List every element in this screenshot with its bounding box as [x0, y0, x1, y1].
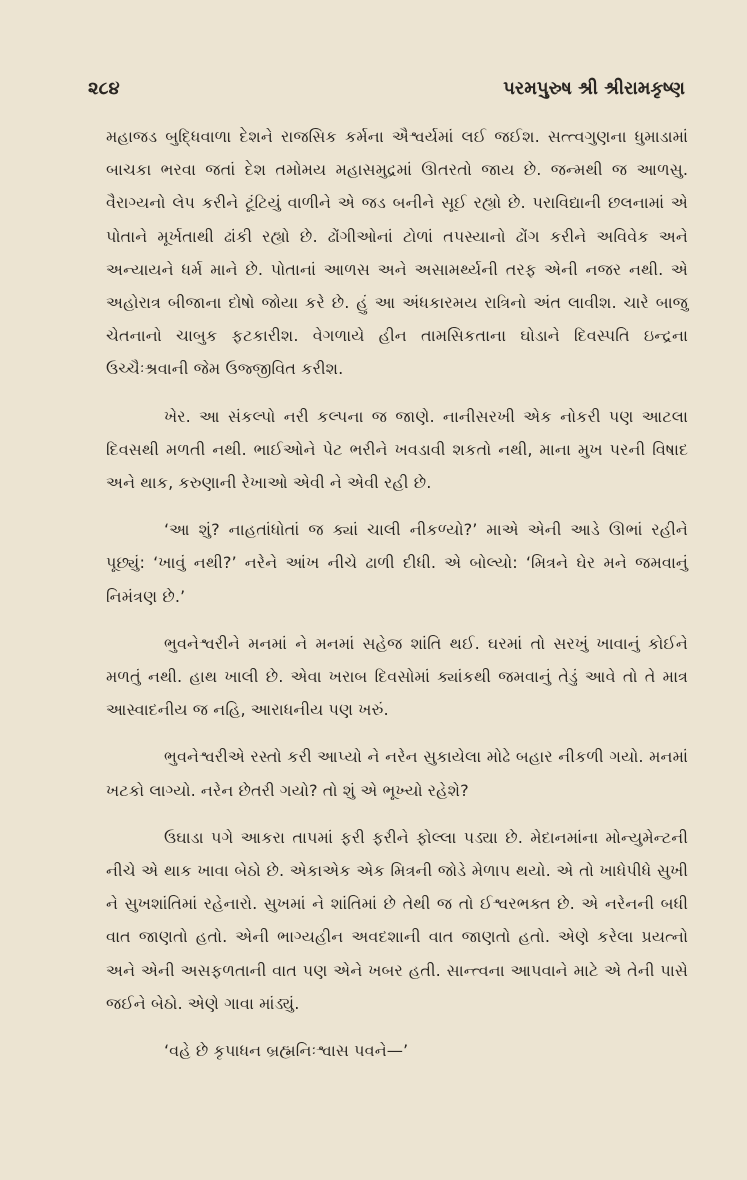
page-number: ૨૮૪ — [88, 78, 120, 99]
running-title: પરમપુરુષ શ્રી શ્રીરામકૃષ્ણ — [503, 78, 685, 99]
paragraph: ઉઘાડા પગે આકરા તાપમાં ફરી ફરીને ફોલ્લા પડ્યા છે. મેદાનમાંના મોન્યુમેન્ટની નીચે એ થાક ખાવા બેઠો છે. એકાએક એક મિત્રની જોડે મેળાપ થયો. એ તો ખાધેપીધે સુખી ને સુખશાંતિમાં રહેનારો. સુખમાં ને શાંતિમાં છે તેથી જ તો ઈશ્વરભક્ત છે. એ નરેનની બધી વાત જાણતો હતો. એની ભાગ્યહીન અવદશાની વાત જાણતો હતો. એણે કરેલા પ્રયત્નો અને એની અસફળતાની વાત પણ એને ખબર હતી. સાન્ત્વના આપવાને માટે એ તેની પાસે જઈને બેઠો. એણે ગાવા માંડ્યું. — [106, 827, 688, 1013]
page-header — [88, 78, 685, 108]
paragraph: મહાજડ બુદ્ધિવાળા દેશને રાજસિક કર્મના ઐશ્વર્યમાં લઈ જઈશ. સત્ત્વગુણના ધુમાડામાં બાચકા ભરવા જતાં દેશ તમોમય મહાસમુદ્રમાં ઊતરતો જાય છે. જન્મથી જ આળસુ. વૈરાગ્યનો લેપ કરીને ટૂંટિયું વાળીને એ જડ બનીને સૂઈ રહ્યો છે. પરાવિદ્યાની છલનામાં એ પોતાને મૂર્ખતાથી ઢાંકી રહ્યો છે. ઢોંગીઓનાં ટોળાં તપસ્યાનો ઢોંગ કરીને અવિવેક અને અન્યાયને ધર્મ માને છે. પોતાનાં આળસ અને અસામર્થ્યની તરફ એની નજર નથી. એ અહોરાત્ર બીજાના દોષો જોયા કરે છે. હું આ અંધકારમય રાત્રિનો અંત લાવીશ. ચારે બાજુ ચેતનાનો ચાબુક ફટકારીશ. વેગળાયે હીન તામસિકતાના ઘોડાને દિવસ્પતિ ઇન્દ્રના ઉચ્ચૈઃશ્રવાની જેમ ઉજ્જીવિત કરીશ. — [106, 127, 689, 379]
page-body — [106, 120, 688, 1081]
paragraph: ભુવનેશ્વરીને મનમાં ને મનમાં સહેજ શાંતિ થઈ. ઘરમાં તો સરખું ખાવાનું કોઈને મળતું નથી. હાથ ખાલી છે. એવા ખરાબ દિવસોમાં ક્યાંકથી જમવાનું તેડું આવે તો તે માત્ર આસ્વાદનીય જ નહિ, આરાધનીય પણ ખરું. — [106, 633, 688, 720]
song-line: ‘વહે છે કૃપાધન બ્રહ્મનિઃશ્વાસ પવને—’ — [164, 1041, 409, 1061]
paragraph: ભુવનેશ્વરીએ રસ્તો કરી આપ્યો ને નરેન સુકાયેલા મોઢે બહાર નીકળી ગયો. મનમાં ખટકો લાગ્યો. નરેન છેતરી ગયો? તો શું એ ભૂખ્યો રહેશે? — [106, 747, 688, 800]
paragraph: ખેર. આ સંકલ્પો નરી કલ્પના જ જાણે. નાનીસરખી એક નોકરી પણ આટલા દિવસથી મળતી નથી. ભાઈઓને પેટ ભરીને ખવડાવી શકતો નથી, માના મુખ પરની વિષાદ અને થાક, કરુણાની રેખાઓ એવી ને એવી રહી છે. — [106, 406, 688, 493]
paragraph: ‘આ શું? નાહતાંધોતાં જ ક્યાં ચાલી નીકળ્યો?’ માએ એની આડે ઊભાં રહીને પૂછ્યું: ‘ખાવું નથી?’ નરેને આંખ નીચે ઢાળી દીધી. એ બોલ્યો: ‘મિત્રને ઘેર મને જમવાનું નિમંત્રણ છે.’ — [106, 520, 688, 606]
